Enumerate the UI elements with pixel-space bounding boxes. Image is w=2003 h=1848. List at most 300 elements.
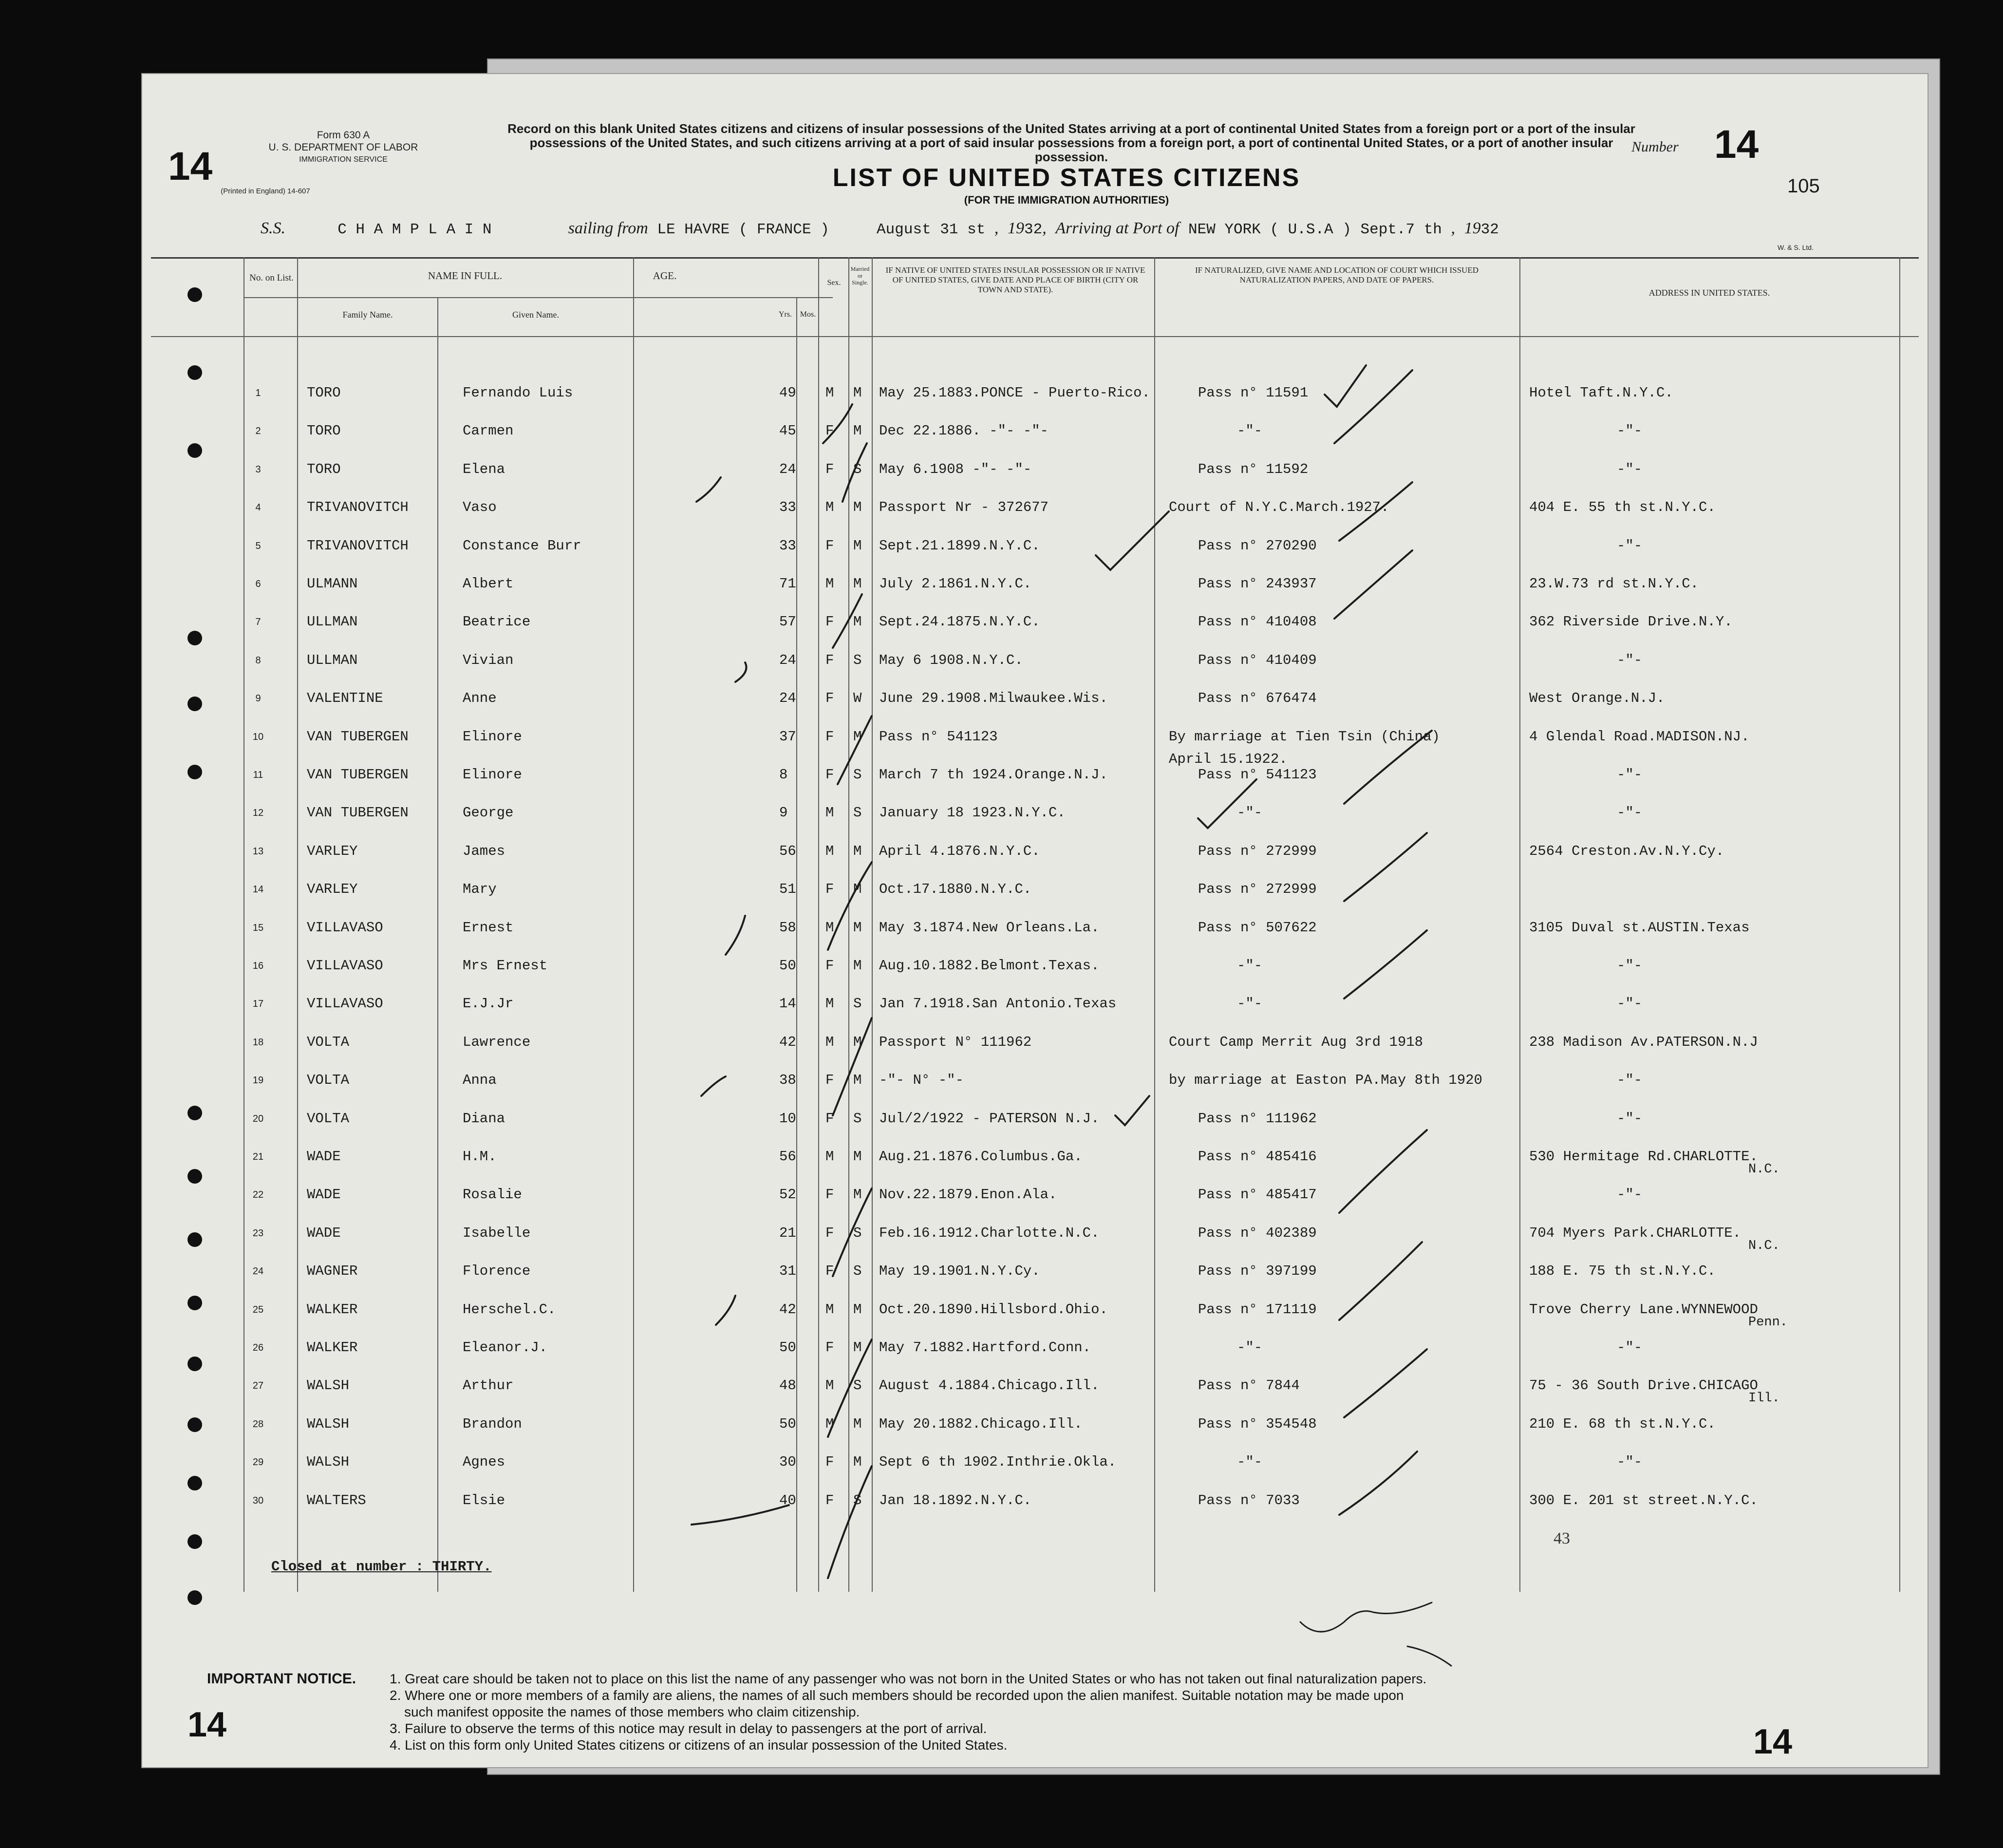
given-name: James [463,843,505,859]
family-name: ULLMAN [307,614,358,630]
naturalization: Pass n° 11592 [1198,461,1309,477]
family-name: VALENTINE [307,690,383,707]
naturalization: -"- [1237,996,1263,1012]
naturalization: Pass n° 11591 [1198,385,1309,401]
list-no: 25 [252,1304,264,1315]
sex: F [825,1339,834,1356]
marital-status: S [853,461,862,477]
given-name: Carmen [463,423,514,439]
given-name: Vivian [463,652,514,668]
birth-info: Jan 7.1918.San Antonio.Texas [879,996,1117,1012]
given-name: Herschel.C. [463,1301,556,1318]
birth-info: Aug.21.1876.Columbus.Ga. [879,1149,1083,1165]
birth-info: Jan 18.1892.N.Y.C. [879,1492,1032,1509]
list-no: 14 [252,884,264,895]
birth-info: May 20.1882.Chicago.Ill. [879,1415,1083,1432]
family-name: ULMANN [307,576,358,592]
sex: F [825,1225,834,1241]
sex: F [825,767,834,783]
naturalization-date: April 15.1922. [1169,751,1288,767]
sex: M [825,385,834,401]
list-no: 9 [255,693,261,704]
given-name: Florence [463,1263,531,1280]
given-name: Vaso [463,499,497,516]
given-name: Eleanor.J. [463,1339,548,1356]
margin-note: 43 [1554,1529,1570,1547]
naturalization: Pass n° 7844 [1198,1377,1300,1394]
marital-status: M [853,1187,862,1203]
birth-info: Nov.22.1879.Enon.Ala. [879,1187,1057,1203]
family-name: WALSH [307,1454,350,1471]
naturalization: -"- [1237,958,1263,974]
birth-info: August 4.1884.Chicago.Ill. [879,1377,1100,1394]
list-no: 12 [252,808,264,819]
age-years: 56 [779,1149,796,1165]
col-given-name: Given Name. [512,310,559,320]
naturalization: -"- [1237,1339,1263,1356]
marital-status: M [853,919,862,936]
naturalization: Pass n° 507622 [1198,919,1317,936]
birth-info: Passport N° 111962 [879,1034,1032,1050]
marital-status: S [853,652,862,668]
notice-3: 3. Failure to observe the terms of this notice may result in delay to passengers at the port of arrival. [390,1721,987,1736]
col-sex: Sex. [827,279,841,287]
family-name: WADE [307,1187,341,1203]
page-stamp: 105 [1787,175,1820,197]
address: 362 Riverside Drive.N.Y. [1529,614,1733,630]
list-no: 23 [252,1227,264,1239]
family-name: TORO [307,461,341,477]
list-no: 20 [252,1113,264,1124]
naturalization: Court of N.Y.C.March.1927. [1169,499,1389,516]
naturalization: Pass n° 485417 [1198,1187,1317,1203]
list-no: 10 [252,731,264,742]
given-name: Anne [463,690,497,707]
birth-info: March 7 th 1924.Orange.N.J. [879,767,1108,783]
marital-status: S [853,1110,862,1127]
age-years: 58 [779,919,796,936]
age-years: 30 [779,1454,796,1471]
address: -"- [1617,1110,1643,1127]
naturalization: Pass n° 402389 [1198,1225,1317,1241]
birth-info: Sept.21.1899.N.Y.C. [879,537,1040,554]
sex: M [825,499,834,516]
sheet-number-top-left: 14 [168,144,213,189]
marital-status: S [853,996,862,1012]
birth-info: May 19.1901.N.Y.Cy. [879,1263,1040,1280]
age-years: 31 [779,1263,796,1280]
sex: M [825,919,834,936]
number-label: Number [1631,139,1679,155]
given-name: Mary [463,881,497,898]
col-married: Married or Single. [850,265,870,286]
marital-status: M [853,499,862,516]
sex: F [825,958,834,974]
birth-info: Passport Nr - 372677 [879,499,1049,516]
list-no: 30 [252,1495,264,1506]
age-years: 50 [779,1415,796,1432]
age-years: 57 [779,614,796,630]
list-no: 4 [255,502,261,513]
sex: M [825,843,834,859]
naturalization: Pass n° 111962 [1198,1110,1317,1127]
address: -"- [1617,537,1643,554]
address: 3105 Duval st.AUSTIN.Texas [1529,919,1750,936]
sailing-from-label: sailing from [568,219,648,237]
address: -"- [1617,958,1643,974]
sex: F [825,1454,834,1471]
given-name: Diana [463,1110,505,1127]
family-name: ULLMAN [307,652,358,668]
naturalization: Pass n° 410408 [1198,614,1317,630]
list-number: 14 [1714,122,1759,167]
marital-status: S [853,1263,862,1280]
notice-2b: such manifest opposite the names of those members who claim citizenship. [404,1704,860,1719]
marital-status: S [853,1225,862,1241]
department: U. S. DEPARTMENT OF LABOR [268,142,418,153]
col-birth: IF NATIVE OF UNITED STATES INSULAR POSSESSION OR IF NATIVE OF UNITED STATES, GIVE DATE AND PLACE OF BIRTH (CITY OR TOWN AND STATE). [885,265,1145,294]
family-name: WADE [307,1149,341,1165]
address: -"- [1617,1454,1643,1471]
age-years: 10 [779,1110,796,1127]
address: 300 E. 201 st street.N.Y.C. [1529,1492,1758,1509]
marital-status: M [853,881,862,898]
address: -"- [1617,1339,1643,1356]
list-no: 7 [255,617,261,628]
family-name: VARLEY [307,843,358,859]
birth-info: May 6 1908.N.Y.C. [879,652,1023,668]
marital-status: M [853,958,862,974]
naturalization: Pass n° 270290 [1198,537,1317,554]
list-no: 1 [255,388,261,398]
given-name: Mrs Ernest [463,958,548,974]
given-name: Albert [463,576,514,592]
birth-info: Oct.20.1890.Hillsbord.Ohio. [879,1301,1108,1318]
given-name: Elena [463,461,505,477]
address: -"- [1617,996,1643,1012]
sheet-number-bottom-right: 14 [1753,1722,1793,1761]
marital-status: M [853,1149,862,1165]
marital-status: S [853,1377,862,1394]
age-years: 49 [779,385,796,401]
marital-status: M [853,385,862,401]
birth-info: July 2.1861.N.Y.C. [879,576,1032,592]
marital-status: M [853,1301,862,1318]
family-name: WALSH [307,1415,350,1432]
given-name: Elinore [463,767,522,783]
col-yrs: Yrs. [778,310,792,319]
marital-status: M [853,728,862,745]
naturalization: Pass n° 410409 [1198,652,1317,668]
naturalization: Pass n° 485416 [1198,1149,1317,1165]
family-name: WAGNER [307,1263,358,1280]
list-no: 17 [252,999,264,1010]
sex: F [825,614,834,630]
list-no: 3 [255,464,261,475]
age-years: 37 [779,728,796,745]
family-name: WALTERS [307,1492,366,1509]
address: West Orange.N.J. [1529,690,1665,707]
age-years: 9 [779,805,788,821]
birth-info: Jul/2/1922 - PATERSON N.J. [879,1110,1100,1127]
birth-info: Pass n° 541123 [879,728,998,745]
closed-at-number: Closed at number : THIRTY. [271,1559,492,1575]
list-no: 24 [252,1266,264,1277]
address: 704 Myers Park.CHARLOTTE. [1529,1225,1741,1241]
age-years: 24 [779,461,796,477]
naturalization: Pass n° 171119 [1198,1301,1317,1318]
family-name: VILLAVASO [307,996,383,1012]
sex: F [825,1263,834,1280]
sex: F [825,1492,834,1509]
given-name: Constance Burr [463,537,581,554]
family-name: WALKER [307,1301,358,1318]
list-no: 13 [252,846,264,857]
family-name: VARLEY [307,881,358,898]
col-mos: Mos. [800,310,816,319]
given-name: Lawrence [463,1034,531,1050]
address: Trove Cherry Lane.WYNNEWOOD [1529,1301,1758,1318]
age-years: 38 [779,1072,796,1089]
list-no: 27 [252,1380,264,1392]
list-no: 8 [255,655,261,666]
marital-status: W [853,690,862,707]
address: 404 E. 55 th st.N.Y.C. [1529,499,1716,516]
ship-name: C H A M P L A I N [337,221,492,238]
address-line-2: Penn. [1748,1315,1788,1330]
from-port: LE HAVRE ( FRANCE ) [657,221,829,238]
sex: F [825,423,834,439]
col-no: No. on List. [249,273,294,283]
col-age: AGE. [653,270,677,282]
sex: M [825,1034,834,1050]
birth-info: Dec 22.1886. -"- -"- [879,423,1049,439]
marital-status: S [853,1492,862,1509]
birth-info: May 3.1874.New Orleans.La. [879,919,1100,936]
age-years: 8 [779,767,788,783]
family-name: TORO [307,385,341,401]
printed-note: (Printed in England) 14-607 [221,187,310,195]
naturalization: Pass n° 676474 [1198,690,1317,707]
family-name: VAN TUBERGEN [307,767,409,783]
birth-info: April 4.1876.N.Y.C. [879,843,1040,859]
year-suffix: 32 [1024,221,1043,238]
given-name: Ernest [463,919,514,936]
arrive-date: Sept.7 th [1360,221,1442,238]
list-no: 16 [252,961,264,971]
birth-info: Sept 6 th 1902.Inthrie.Okla. [879,1454,1117,1471]
sex: F [825,881,834,898]
naturalization: -"- [1237,805,1263,821]
voyage-line: S.S. C H A M P L A I N sailing from LE HAVRE ( FRANCE ) August 31 st , 1932, Arriving at Port of NEW YORK ( U.S.A ) Sept.7 th , 1932 [261,219,1499,238]
address: 238 Madison Av.PATERSON.N.J [1529,1034,1758,1050]
year-prefix: 19 [1008,219,1025,237]
family-name: VOLTA [307,1034,350,1050]
address: -"- [1617,461,1643,477]
list-no: 11 [253,770,263,780]
birth-info: Sept.24.1875.N.Y.C. [879,614,1040,630]
sex: M [825,1377,834,1394]
family-name: WALSH [307,1377,350,1394]
family-name: VAN TUBERGEN [307,805,409,821]
family-name: TRIVANOVITCH [307,537,409,554]
given-name: Elsie [463,1492,505,1509]
address-line-2: N.C. [1748,1162,1780,1177]
record-notice: Record on this blank United States citizens and citizens of insular possessions of the United States arriving at a port of continental United States from a foreign port or a port of the insular possessions of the United States, and such citizens arriving at a port of said insular possessions from a foreign port, a port of continental United States, or a port of another insular possession. [507,121,1635,164]
marital-status: M [853,1072,862,1089]
notice-4: 4. List on this form only United States citizens or citizens of an insular possession of the United States. [390,1737,1008,1753]
birth-info: Feb.16.1912.Charlotte.N.C. [879,1225,1100,1241]
naturalization: Pass n° 7033 [1198,1492,1300,1509]
list-no: 15 [252,922,264,933]
family-name: VAN TUBERGEN [307,728,409,745]
sex: M [825,576,834,592]
list-no: 28 [252,1418,264,1430]
address: -"- [1617,1187,1643,1203]
marital-status: M [853,423,862,439]
given-name: Rosalie [463,1187,522,1203]
family-name: WALKER [307,1339,358,1356]
notice-1: 1. Great care should be taken not to place on this list the name of any passenger who was not born in the United States or who has not taken out final naturalization papers. [390,1671,1427,1686]
naturalization: Pass n° 354548 [1198,1415,1317,1432]
given-name: Beatrice [463,614,531,630]
col-family-name: Family Name. [342,310,393,320]
family-name: VILLAVASO [307,958,383,974]
birth-info: Aug.10.1882.Belmont.Texas. [879,958,1100,974]
sex: M [825,996,834,1012]
address: 4 Glendal Road.MADISON.NJ. [1529,728,1750,745]
list-no: 21 [252,1151,264,1162]
marital-status: M [853,537,862,554]
family-name: WADE [307,1225,341,1241]
sex: M [825,805,834,821]
list-no: 18 [252,1037,264,1048]
age-years: 56 [779,843,796,859]
service: IMMIGRATION SERVICE [299,155,388,164]
list-no: 6 [255,579,261,589]
year-suffix: 32 [1480,221,1499,238]
age-years: 42 [779,1301,796,1318]
given-name: Elinore [463,728,522,745]
sex: M [825,1149,834,1165]
marital-status: M [853,576,862,592]
marital-status: S [853,767,862,783]
sex: F [825,652,834,668]
marital-status: M [853,614,862,630]
address: 188 E. 75 th st.N.Y.C. [1529,1263,1716,1280]
marital-status: M [853,1454,862,1471]
list-no: 26 [252,1342,264,1353]
sex: F [825,1110,834,1127]
address: -"- [1617,423,1643,439]
page-subtitle: (FOR THE IMMIGRATION AUTHORITIES) [964,194,1169,206]
birth-info: -"- N° -"- [879,1072,964,1089]
list-no: 19 [252,1075,264,1086]
given-name: Arthur [463,1377,514,1394]
address-line-2: Ill. [1748,1391,1780,1406]
age-years: 40 [779,1492,796,1509]
to-port: NEW YORK ( U.S.A ) [1188,221,1351,238]
year-prefix: 19 [1464,219,1481,237]
family-name: TORO [307,423,341,439]
naturalization: Pass n° 397199 [1198,1263,1317,1280]
important-notice [207,1671,1902,1754]
given-name: H.M. [463,1149,497,1165]
family-name: VOLTA [307,1110,350,1127]
age-years: 50 [779,1339,796,1356]
naturalization: Pass n° 243937 [1198,576,1317,592]
sex: F [825,461,834,477]
sex: M [825,1415,834,1432]
birth-info: Oct.17.1880.N.Y.C. [879,881,1032,898]
sex: F [825,1072,834,1089]
col-address: ADDRESS IN UNITED STATES. [1648,288,1770,298]
address: 2564 Creston.Av.N.Y.Cy. [1529,843,1724,859]
sex: F [825,537,834,554]
birth-info: May 25.1883.PONCE - Puerto-Rico. [879,385,1150,401]
age-years: 24 [779,652,796,668]
sex: F [825,728,834,745]
naturalization: -"- [1237,1454,1263,1471]
arriving-label: Arriving at Port of [1055,219,1179,237]
manifest-sheet [141,73,1928,1768]
form-number: Form 630 A [317,130,370,141]
given-name: Brandon [463,1415,522,1432]
family-name: VILLAVASO [307,919,383,936]
list-no: 2 [255,426,261,437]
address-line-2: N.C. [1748,1238,1780,1253]
family-name: TRIVANOVITCH [307,499,409,516]
age-years: 52 [779,1187,796,1203]
age-years: 33 [779,499,796,516]
naturalization: Court Camp Merrit Aug 3rd 1918 [1169,1034,1423,1050]
col-name-in-full: NAME IN FULL. [428,270,503,282]
marital-status: M [853,1034,862,1050]
sheet-number-bottom-left: 14 [187,1705,227,1744]
address: Hotel Taft.N.Y.C. [1529,385,1673,401]
naturalization: By marriage at Tien Tsin (China) [1169,728,1440,745]
printer-mark: W. & S. Ltd. [1778,244,1814,251]
list-no: 22 [252,1189,264,1201]
address: 210 E. 68 th st.N.Y.C. [1529,1415,1716,1432]
age-years: 24 [779,690,796,707]
given-name: Agnes [463,1454,505,1471]
given-name: George [463,805,514,821]
page-title: LIST OF UNITED STATES CITIZENS [832,164,1301,192]
naturalization: Pass n° 272999 [1198,843,1317,859]
sex: M [825,1301,834,1318]
naturalization: Pass n° 541123 [1198,767,1317,783]
age-years: 42 [779,1034,796,1050]
handwritten-marks [141,73,1928,1768]
notice-2a: 2. Where one or more members of a family are aliens, the names of all such members should be recorded upon the alien manifest. Suitable notation may be made upon [390,1688,1404,1703]
address: -"- [1617,805,1643,821]
birth-info: January 18 1923.N.Y.C. [879,805,1066,821]
list-no: 5 [255,540,261,551]
age-years: 14 [779,996,796,1012]
birth-info: May 6.1908 -"- -"- [879,461,1032,477]
family-name: VOLTA [307,1072,350,1089]
age-years: 50 [779,958,796,974]
age-years: 48 [779,1377,796,1394]
address: -"- [1617,652,1643,668]
address: -"- [1617,1072,1643,1089]
address: 23.W.73 rd st.N.Y.C. [1529,576,1699,592]
given-name: Anna [463,1072,497,1089]
age-years: 51 [779,881,796,898]
naturalization: -"- [1237,423,1263,439]
marital-status: S [853,805,862,821]
